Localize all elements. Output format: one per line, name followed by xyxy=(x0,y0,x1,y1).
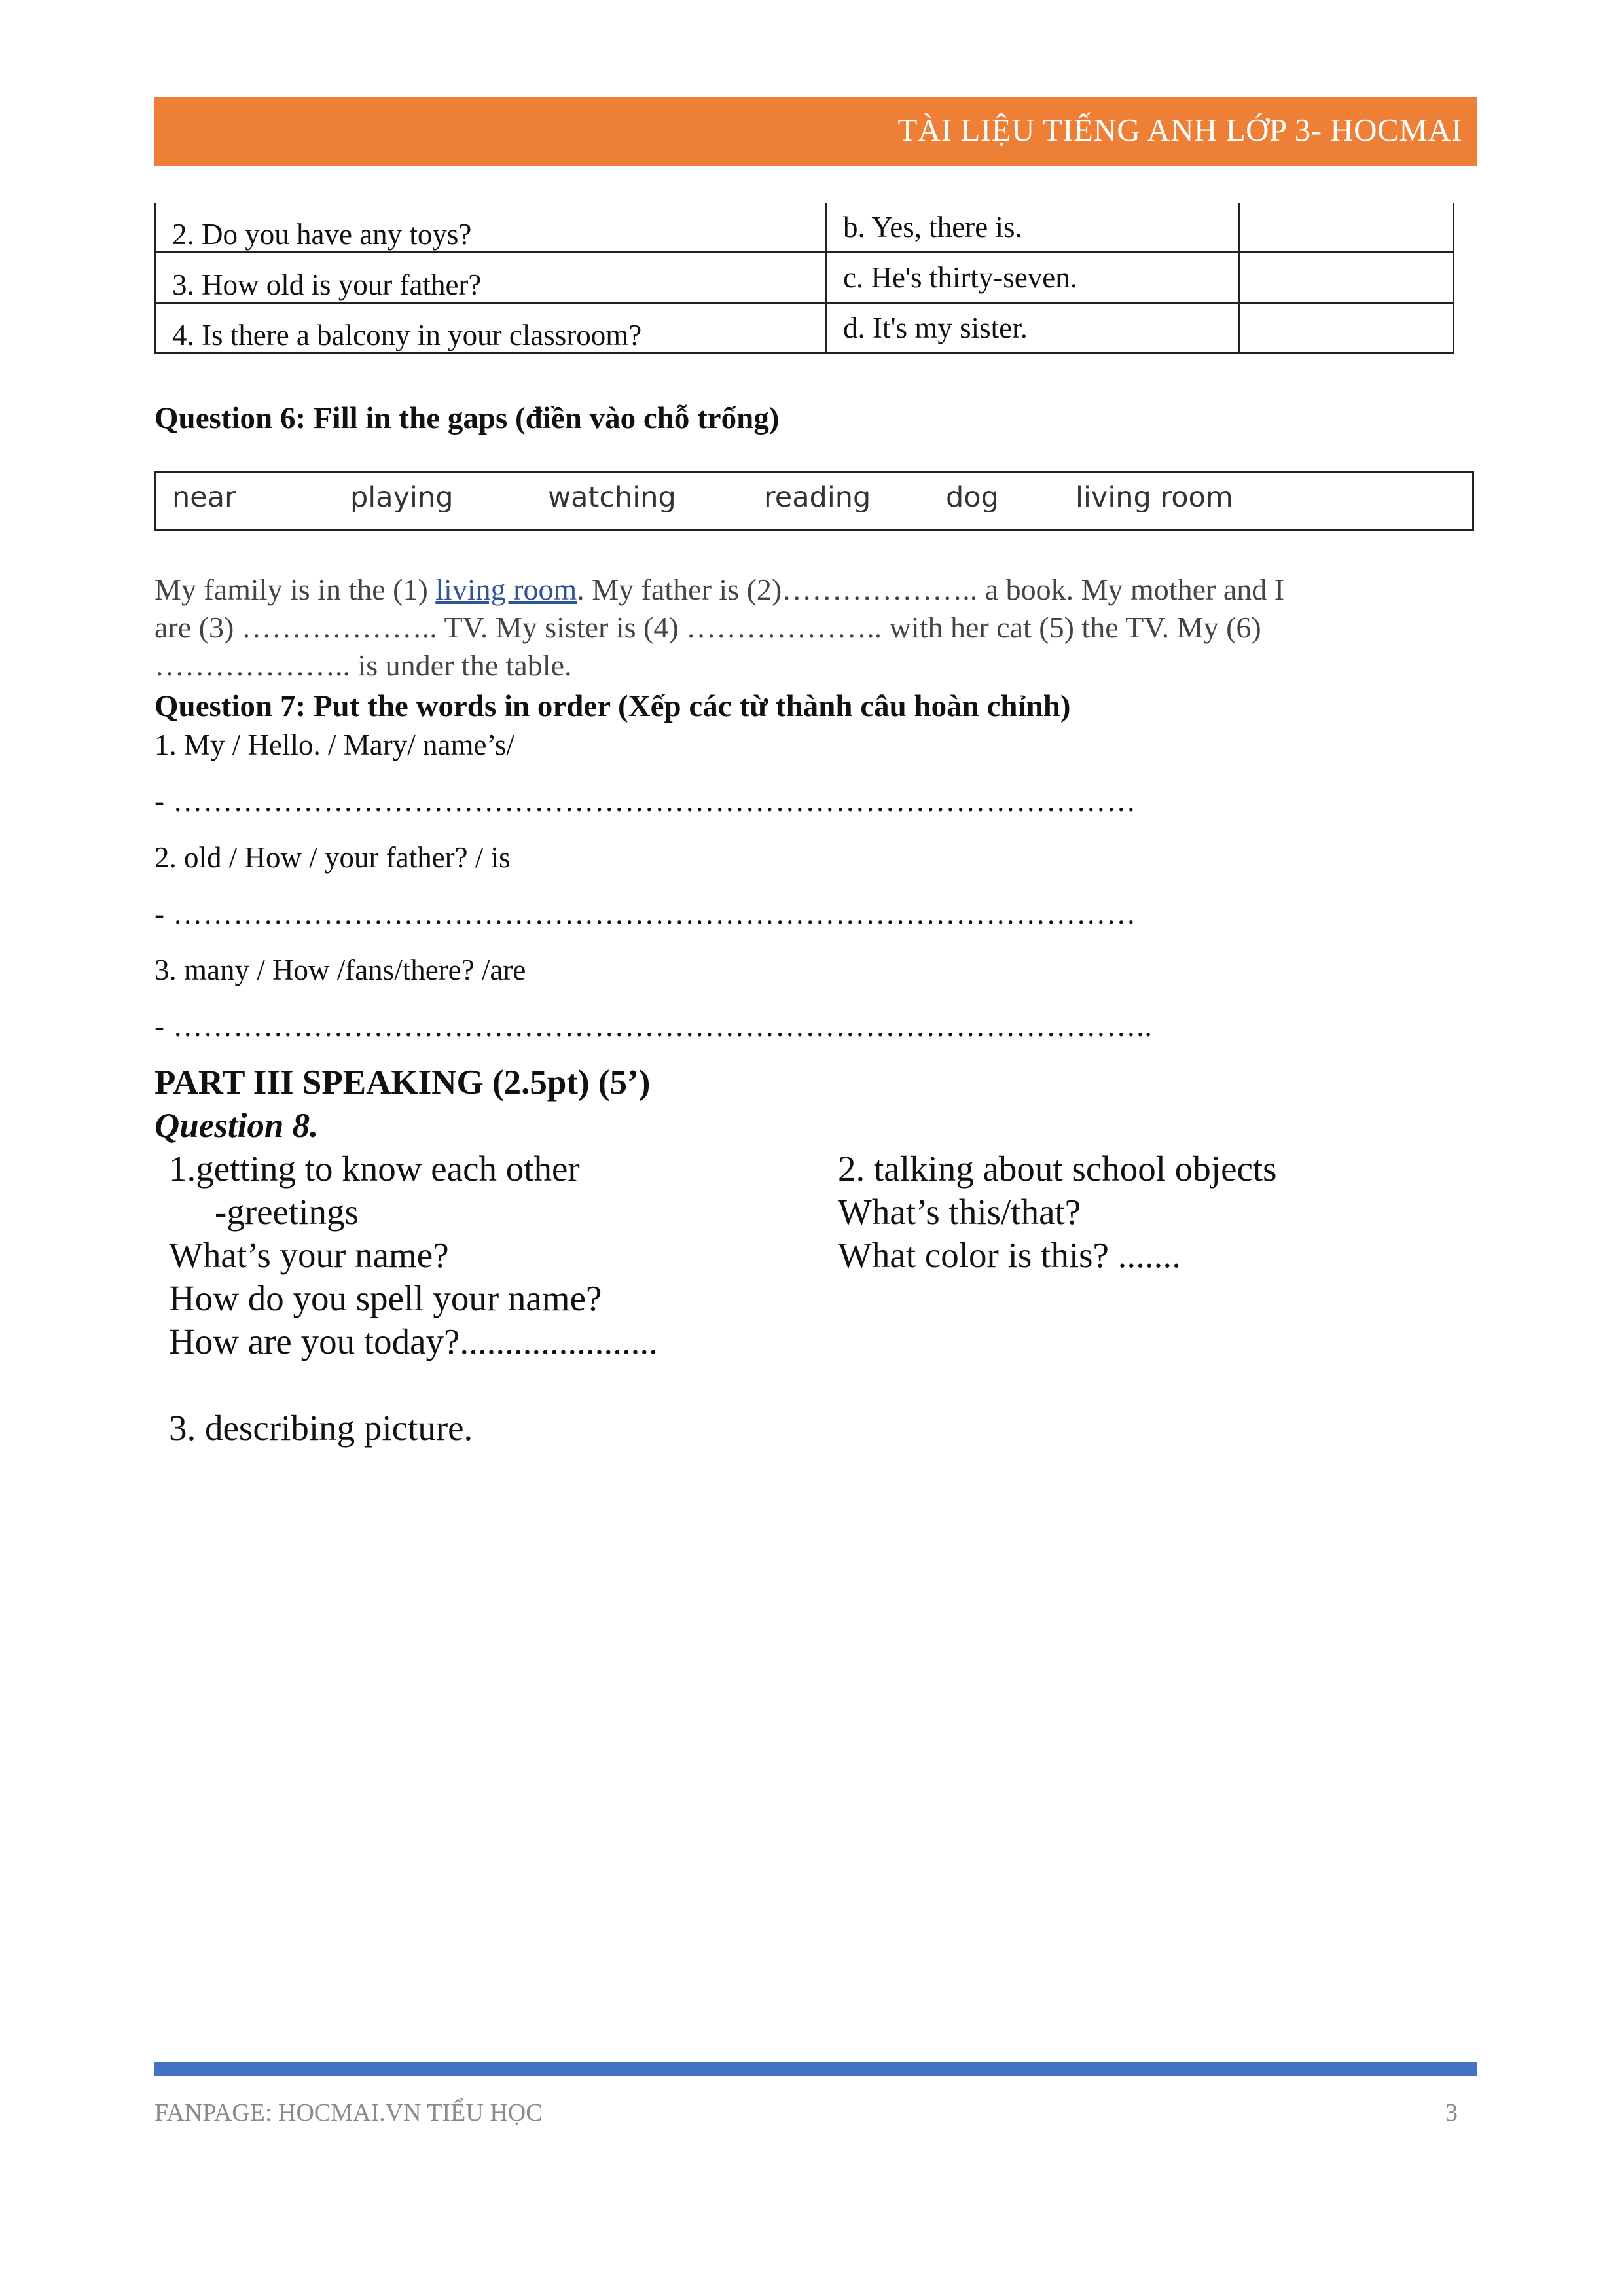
table-cell-answer: b. Yes, there is. xyxy=(827,203,1240,253)
table-cell-answer: d. It's my sister. xyxy=(827,303,1240,353)
question8-title: Question 8. xyxy=(154,1107,319,1145)
footer-text: FANPAGE: HOCMAI.VN TIỂU HỌC xyxy=(154,2099,543,2126)
answer-line[interactable]: - …………………………………………………………………………………… xyxy=(154,785,1137,817)
table-cell-blank[interactable] xyxy=(1240,203,1454,253)
paragraph-text: . My father is (2)……………….. a book. My mother and I xyxy=(577,573,1285,606)
table-cell-question: 4. Is there a balcony in your classroom? xyxy=(156,303,827,353)
speaking-question: How do you spell your name? xyxy=(169,1278,602,1318)
speaking-question: What color is this? ....... xyxy=(838,1235,1181,1275)
word-option: watching xyxy=(548,481,676,514)
word-box xyxy=(154,471,1474,531)
order-prompt: 2. old / How / your father? / is xyxy=(154,841,511,874)
table-cell-blank[interactable] xyxy=(1240,253,1454,303)
order-prompt: 3. many / How /fans/there? /are xyxy=(154,954,526,986)
word-option: dog xyxy=(946,481,999,514)
table-cell-answer: c. He's thirty-seven. xyxy=(827,253,1240,303)
answer-line[interactable]: - …………………………………………………………………………………… xyxy=(154,897,1137,930)
table-cell-question: 2. Do you have any toys? xyxy=(156,203,827,253)
answer-link[interactable]: living room xyxy=(435,573,577,606)
page-number: 3 xyxy=(1445,2099,1458,2126)
table-row xyxy=(156,203,1454,253)
fill-paragraph-line-1 xyxy=(154,571,1477,609)
question7-title: Question 7: Put the words in order (Xếp các từ thành câu hoàn chỉnh) xyxy=(154,689,1071,723)
speaking-topic-1: 1.getting to know each other xyxy=(169,1149,580,1189)
header-bar xyxy=(154,97,1477,166)
fill-paragraph-line-3: ……………….. is under the table. xyxy=(154,649,572,682)
answer-line[interactable]: - …………………………………………………………………………………….. xyxy=(154,1010,1153,1043)
header-title: TÀI LIỆU TIẾNG ANH LỚP 3- HOCMAI xyxy=(897,112,1462,148)
matching-table xyxy=(154,203,1454,354)
speaking-question: How are you today?...................... xyxy=(169,1321,658,1361)
speaking-subtopic: -greetings xyxy=(215,1192,359,1232)
order-prompt: 1. My / Hello. / Mary/ name’s/ xyxy=(154,728,514,761)
part3-title: PART III SPEAKING (2.5pt) (5’) xyxy=(154,1064,651,1102)
footer-bar xyxy=(154,2062,1477,2076)
word-option: near xyxy=(172,481,236,514)
table-row xyxy=(156,253,1454,303)
word-option: reading xyxy=(764,481,871,514)
table-cell-blank[interactable] xyxy=(1240,303,1454,353)
speaking-question: What’s your name? xyxy=(169,1235,449,1275)
question6-title: Question 6: Fill in the gaps (điền vào chỗ trống) xyxy=(154,401,780,435)
table-row xyxy=(156,303,1454,353)
speaking-topic-2: 2. talking about school objects xyxy=(838,1149,1277,1189)
word-option: playing xyxy=(350,481,454,514)
speaking-question: What’s this/that? xyxy=(838,1192,1081,1232)
word-option: living room xyxy=(1075,481,1233,514)
paragraph-text: My family is in the (1) xyxy=(154,573,428,606)
speaking-topic-3: 3. describing picture. xyxy=(169,1408,473,1448)
fill-paragraph-line-2: are (3) ……………….. TV. My sister is (4) ……………….. with her cat (5) the TV. My (6) xyxy=(154,611,1261,644)
table-cell-question: 3. How old is your father? xyxy=(156,253,827,303)
